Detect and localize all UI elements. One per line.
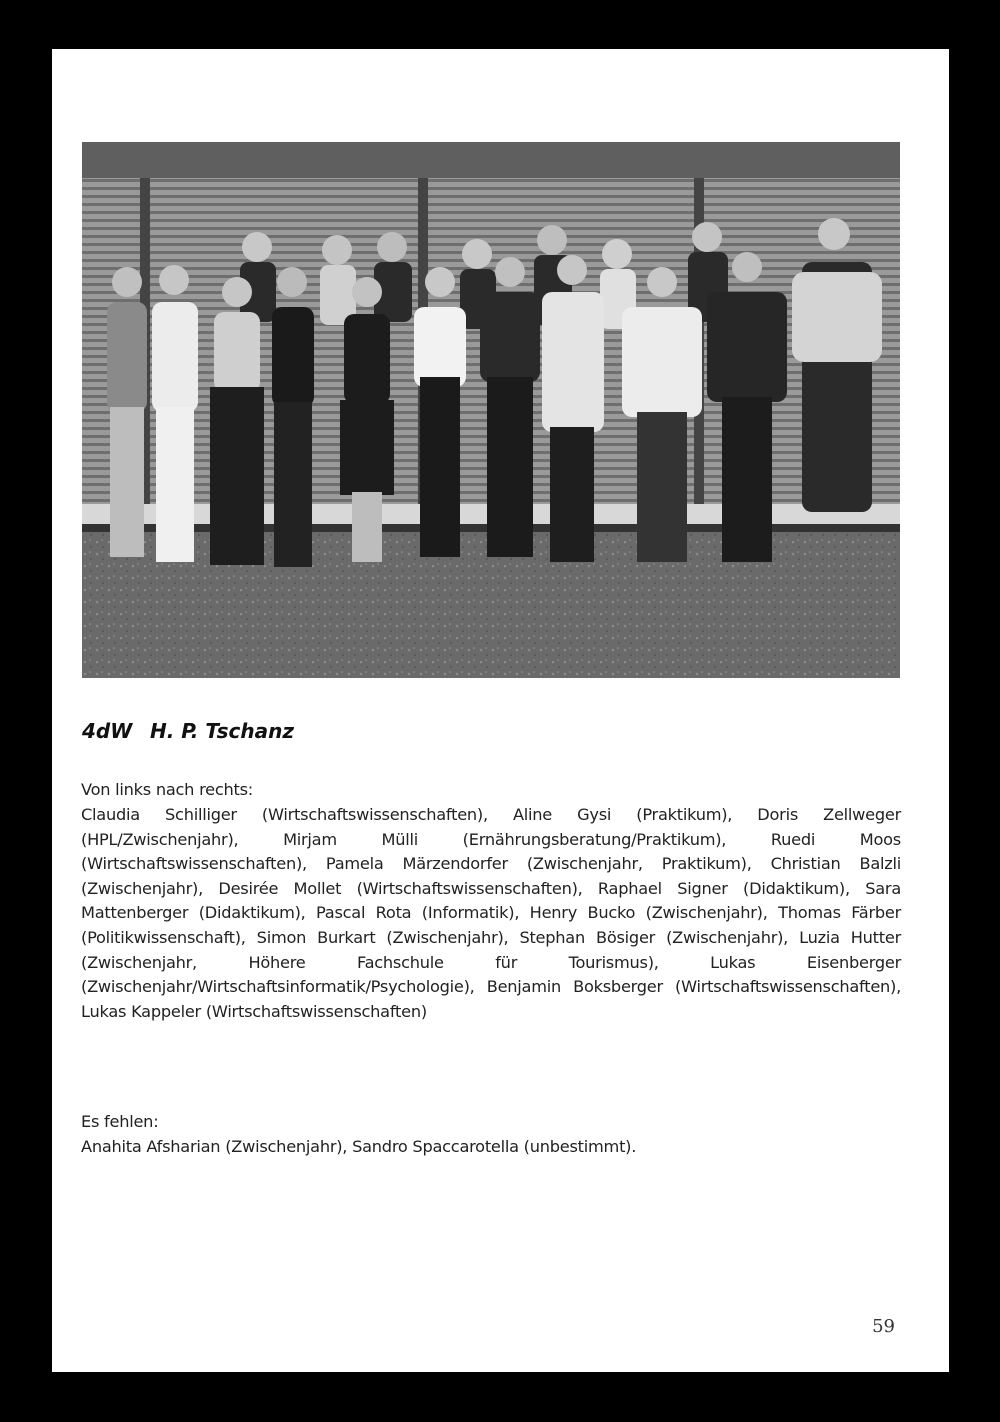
page-number: 59 bbox=[872, 1316, 895, 1337]
teacher-name: H. P. Tschanz bbox=[150, 719, 295, 743]
student-list: Claudia Schilliger (Wirtschaftswissenschaften), Aline Gysi (Praktikum), Doris Zellweger (HPL/Zwischenjahr), Mirjam Mülli (Ernährungsberatung/Praktikum), Ruedi Moos (Wirtschaftswissenschaften), Pamela Märzendorfer (Zwischenjahr, Praktikum), Christian Balzli (Zwischenjahr), Desirée Mollet (Wirtschaftswissenschaften), Raphael Signer (Didaktikum), Sara Mattenberger (Didaktikum), Pascal Rota (Informatik), Henry Bucko (Zwischenjahr), Thomas Färber (Politikwissenschaft), Simon Burkart (Zwischenjahr), Stephan Bösiger (Zwischenjahr), Luzia Hutter (Zwischenjahr, Höhere Fachschule für Tourismus), Lukas Eisenberger (Zwischenjahr/Wirtschaftsinformatik/Psychologie), Benjamin Boksberger (Wirtschaftswissenschaften), Lukas Kappeler (Wirtschaftswissenschaften) bbox=[81, 805, 901, 1021]
class-heading bbox=[82, 719, 294, 743]
intro-text: Von links nach rechts: bbox=[81, 780, 253, 799]
missing-list: Anahita Afsharian (Zwischenjahr), Sandro Spaccarotella (unbestimmt). bbox=[81, 1137, 637, 1156]
class-code: 4dW bbox=[82, 719, 133, 743]
missing-label: Es fehlen: bbox=[81, 1112, 159, 1131]
class-group-photo bbox=[82, 142, 900, 678]
document-page bbox=[52, 49, 949, 1372]
